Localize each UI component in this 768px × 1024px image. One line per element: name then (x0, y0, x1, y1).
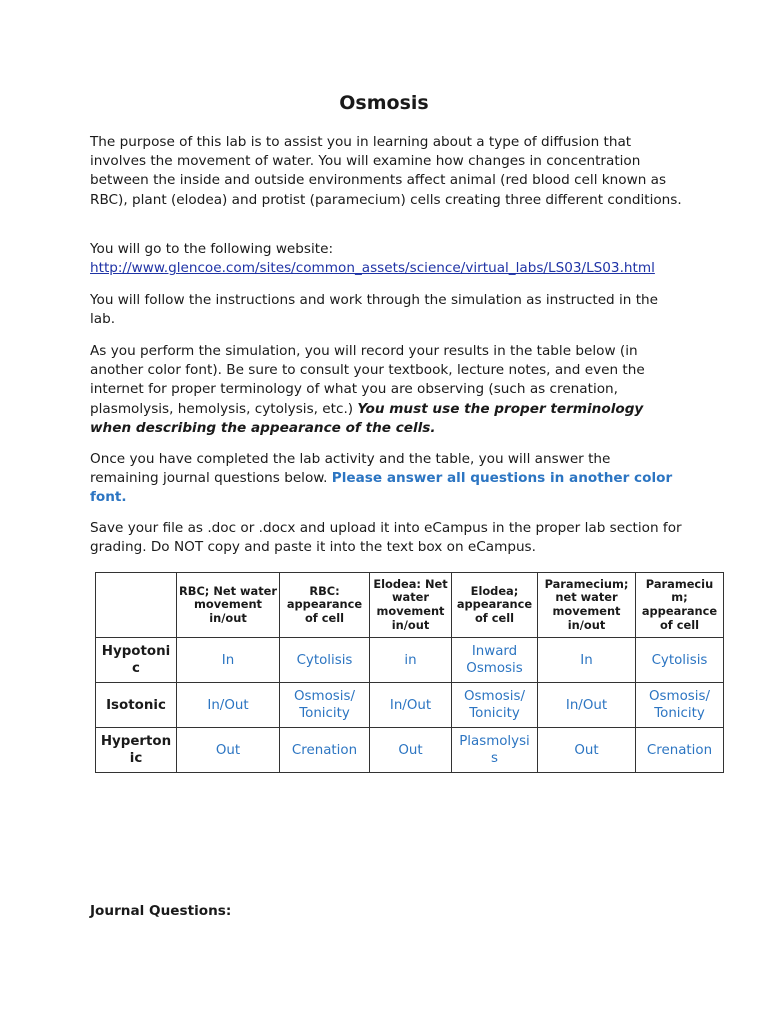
row-label: Isotonic (96, 683, 177, 728)
table-cell[interactable]: Cytolisis (280, 638, 370, 683)
table-row (96, 728, 724, 773)
intro-paragraph: The purpose of this lab is to assist you in learning about a type of diffusion that involves the movement of water. You will examine how changes in concentration between the inside and outside environments affect animal (red blood cell known as RBC), plant (elodea) and protist (paramecium) cells creating three different conditions. (90, 134, 682, 208)
page-title: Osmosis (339, 92, 429, 114)
table-cell[interactable]: Osmosis/ Tonicity (280, 683, 370, 728)
header-cell: RBC: appearance of cell (280, 573, 370, 638)
journal-text: Once you have completed the lab activity and the table, you will answer the remaining journal questions below. (90, 451, 611, 487)
table-cell[interactable]: Out (370, 728, 452, 773)
table-cell[interactable]: In (538, 638, 636, 683)
table-row (96, 683, 724, 728)
website-intro: You will go to the following website: (90, 241, 334, 257)
save-paragraph: Save your file as .doc or .docx and upload it into eCampus in the proper lab section for grading. Do NOT copy and paste it into the text box on eCampus. (90, 520, 682, 556)
header-cell: Elodea: Net water movement in/out (370, 573, 452, 638)
table-cell[interactable]: Osmosis/ Tonicity (452, 683, 538, 728)
table-cell[interactable]: In/Out (538, 683, 636, 728)
header-cell (96, 573, 177, 638)
website-paragraph (90, 240, 682, 278)
table-row (96, 638, 724, 683)
table-cell[interactable]: Inward Osmosis (452, 638, 538, 683)
record-paragraph (90, 342, 682, 438)
table-cell[interactable]: Plasmolysi s (452, 728, 538, 773)
header-cell: Elodea; appearance of cell (452, 573, 538, 638)
row-label: Hypotoni c (96, 638, 177, 683)
table-cell[interactable]: Out (538, 728, 636, 773)
journal-paragraph (90, 450, 682, 508)
results-table (95, 572, 724, 773)
journal-questions-heading: Journal Questions: (90, 903, 232, 919)
table-cell[interactable]: in (370, 638, 452, 683)
header-cell: RBC; Net water movement in/out (177, 573, 280, 638)
table-cell[interactable]: Osmosis/ Tonicity (636, 683, 724, 728)
record-text: As you perform the simulation, you will record your results in the table below (in another color font). Be sure to consult your textbook, lecture notes, and even the internet for proper terminology of what you are observing (such as crenation, plasmolysis, hemolysis, cytolysis, etc.) (90, 343, 645, 417)
table-cell[interactable]: In/Out (370, 683, 452, 728)
header-cell: Paramecium; net water movement in/out (538, 573, 636, 638)
table-cell[interactable]: In (177, 638, 280, 683)
row-label: Hyperton ic (96, 728, 177, 773)
table-cell[interactable]: Cytolisis (636, 638, 724, 683)
table-cell[interactable]: Out (177, 728, 280, 773)
table-header-row (96, 573, 724, 638)
table-cell[interactable]: Crenation (280, 728, 370, 773)
header-cell: Parameciu m; appearance of cell (636, 573, 724, 638)
terminology-emphasis: You must use the proper terminology when describing the appearance of the cells. (90, 400, 644, 436)
table-cell[interactable]: Crenation (636, 728, 724, 773)
instructions-paragraph: You will follow the instructions and work through the simulation as instructed in the lab. (90, 292, 659, 328)
color-font-note: Please answer all questions in another color font. (90, 470, 673, 506)
table-cell[interactable]: In/Out (177, 683, 280, 728)
website-link[interactable]: http://www.glencoe.com/sites/common_assets/science/virtual_labs/LS03/LS03.html (90, 260, 655, 277)
